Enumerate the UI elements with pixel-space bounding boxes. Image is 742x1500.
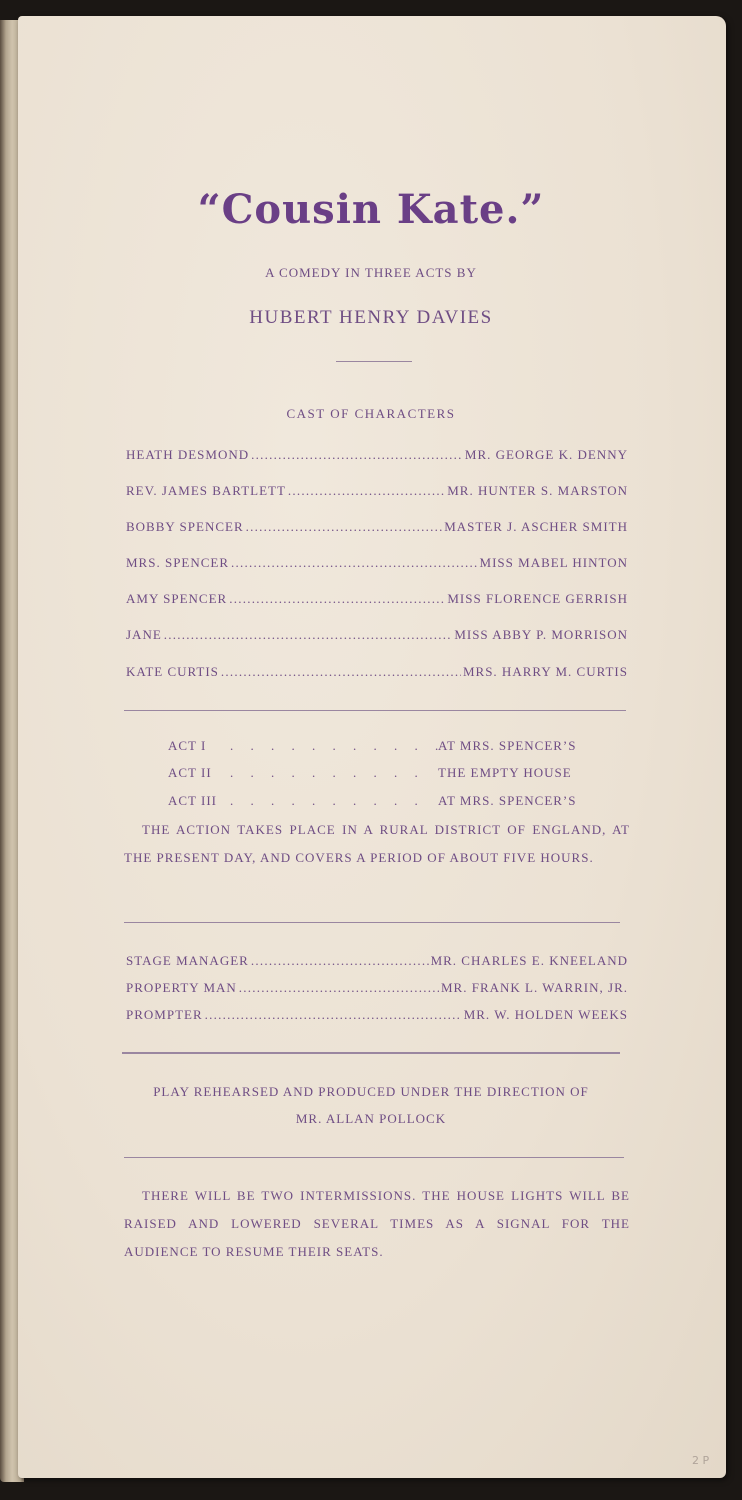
cast-row: [126, 447, 628, 467]
act-row: [168, 765, 588, 785]
cast-row: [126, 591, 628, 611]
divider: [124, 922, 620, 923]
cast-row: [126, 519, 628, 539]
divider: [124, 1157, 624, 1158]
cast-actor: MASTER J. ASCHER SMITH: [444, 519, 628, 534]
act-label: ACT III: [168, 793, 218, 808]
staff-person: MR. W. HOLDEN WEEKS: [463, 1007, 628, 1022]
corner-mark: 2 P: [692, 1454, 710, 1467]
act-setting: AT MRS. SPENCER’S: [438, 738, 577, 753]
leader-dots: . . . . . . . . . .: [230, 765, 425, 780]
staff-role: PROPERTY MAN: [126, 980, 237, 995]
cast-row: [126, 483, 628, 503]
act-label: ACT I: [168, 738, 207, 753]
cast-role: MRS. SPENCER: [126, 555, 230, 570]
leader-dots: [205, 1007, 462, 1023]
staff-person: MR. FRANK L. WARRIN, JR.: [440, 980, 628, 995]
staff-row: [126, 1007, 628, 1027]
staff-row: [126, 980, 628, 1000]
cast-role: JANE: [126, 627, 162, 642]
leader-dots: [239, 980, 439, 996]
leader-dots: . . . . . . . . . .: [230, 793, 425, 808]
play-subtitle: A COMEDY IN THREE ACTS BY: [265, 265, 477, 280]
divider: [124, 710, 626, 711]
staff-role: STAGE MANAGER: [126, 953, 249, 968]
divider: [122, 1052, 620, 1054]
act-row: [168, 793, 588, 813]
divider: [336, 361, 412, 362]
act-row: [168, 738, 588, 758]
cast-actor: MR. GEORGE K. DENNY: [464, 447, 628, 462]
staff-row: [126, 953, 628, 973]
cast-role: BOBBY SPENCER: [126, 519, 244, 534]
staff-person: MR. CHARLES E. KNEELAND: [430, 953, 628, 968]
cast-heading: CAST OF CHARACTERS: [286, 406, 456, 421]
cast-role: REV. JAMES BARTLETT: [126, 483, 286, 498]
act-setting: AT MRS. SPENCER’S: [438, 793, 577, 808]
leader-dots: [229, 591, 445, 607]
setting-paragraph: THE ACTION TAKES PLACE IN A RURAL DISTRICT OF ENGLAND, AT THE PRESENT DAY, AND COVERS A PERIOD OF ABOUT FIVE HOURS.: [124, 822, 630, 865]
act-label: ACT II: [168, 765, 212, 780]
leader-dots: [246, 519, 443, 535]
direction-line: PLAY REHEARSED AND PRODUCED UNDER THE DIRECTION OF: [153, 1084, 589, 1099]
cast-row: [126, 664, 628, 684]
staff-role: PROMPTER: [126, 1007, 203, 1022]
cast-role: AMY SPENCER: [126, 591, 228, 606]
cast-role: KATE CURTIS: [126, 664, 219, 679]
leader-dots: [164, 627, 453, 643]
cast-actor: MRS. HARRY M. CURTIS: [462, 664, 628, 679]
cast-role: HEATH DESMOND: [126, 447, 250, 462]
play-author: HUBERT HENRY DAVIES: [249, 307, 493, 328]
act-setting: THE EMPTY HOUSE: [438, 765, 572, 780]
director-name: MR. ALLAN POLLOCK: [295, 1111, 447, 1126]
cast-actor: MISS ABBY P. MORRISON: [454, 627, 628, 642]
cast-actor: MR. HUNTER S. MARSTON: [447, 483, 628, 498]
leader-dots: [251, 447, 463, 463]
leader-dots: [221, 664, 461, 680]
leader-dots: [231, 555, 477, 571]
leader-dots: . . . . . . . . . . .: [230, 738, 446, 753]
play-title: “Cousin Kate.”: [197, 186, 545, 233]
leader-dots: [288, 483, 445, 499]
cast-row: [126, 627, 628, 647]
cast-actor: MISS FLORENCE GERRISH: [447, 591, 628, 606]
cast-row: [126, 555, 628, 575]
intermission-notice: THERE WILL BE TWO INTERMISSIONS. THE HOUSE LIGHTS WILL BE RAISED AND LOWERED SEVERAL TIMES AS A SIGNAL FOR THE AUDIENCE TO RESUME THEIR SEATS.: [124, 1188, 630, 1259]
leader-dots: [251, 953, 429, 969]
cast-actor: MISS MABEL HINTON: [479, 555, 628, 570]
